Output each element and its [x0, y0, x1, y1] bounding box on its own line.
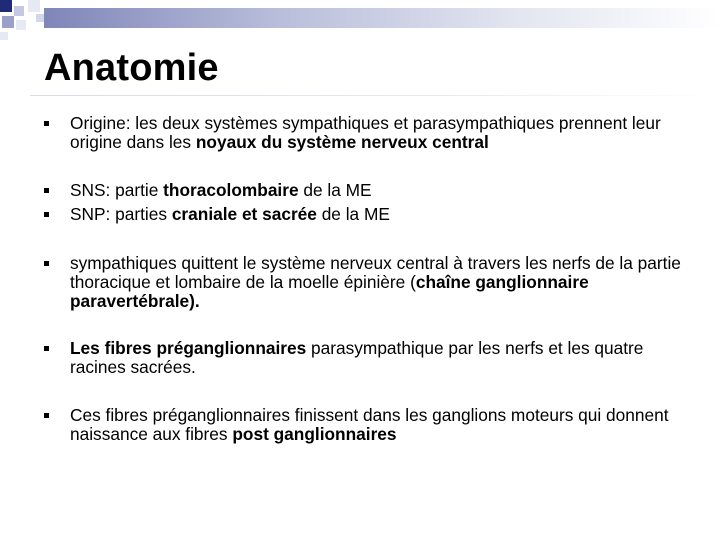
bullet-text-bold: Les fibres préganglionnaires [70, 338, 307, 358]
bullet-text-bold: noyaux du système nerveux central [195, 132, 489, 152]
bullet-text: de la ME [316, 204, 390, 224]
bullet-marker-icon [44, 346, 49, 351]
bullet-text: parasympathique par les nerfs et les quatre racines sacrées. [70, 338, 644, 377]
bullet-marker-icon [44, 121, 49, 126]
bullet-item [70, 181, 690, 200]
bullet-text: SNS: partie [70, 180, 164, 200]
bullet-text-bold: post ganglionnaires [232, 424, 397, 444]
bullet-text-bold: craniale et sacrée [171, 204, 317, 224]
slide-title: Anatomie [44, 47, 219, 89]
bullet-text: sympathiques quittent le système nerveux central à travers les nerfs de la partie thoracique et lombaire de la moelle épinière ( [70, 253, 681, 292]
bullet-item [70, 406, 690, 444]
bullet-item [70, 254, 690, 311]
bullet-marker-icon [44, 212, 49, 217]
bullet-marker-icon [44, 413, 49, 418]
title-divider [30, 95, 720, 96]
bullet-text: de la ME [298, 180, 372, 200]
bullet-marker-icon [44, 188, 49, 193]
bullet-item [70, 339, 690, 377]
bullet-item [70, 114, 690, 152]
bullet-item [70, 205, 690, 224]
header-gradient-bar [44, 8, 720, 28]
bullet-text-bold: thoracolombaire [163, 180, 299, 200]
bullet-text-bold: chaîne ganglionnaire paravertébrale). [70, 272, 589, 311]
bullet-text: Origine: les deux systèmes sympathiques et parasympathiques prennent leur origine dans les [70, 113, 661, 152]
bullet-text: SNP: parties [70, 204, 172, 224]
bullet-text: Ces fibres préganglionnaires finissent dans les ganglions moteurs qui donnent naissance aux fibres [70, 405, 669, 444]
bullet-marker-icon [44, 261, 49, 266]
